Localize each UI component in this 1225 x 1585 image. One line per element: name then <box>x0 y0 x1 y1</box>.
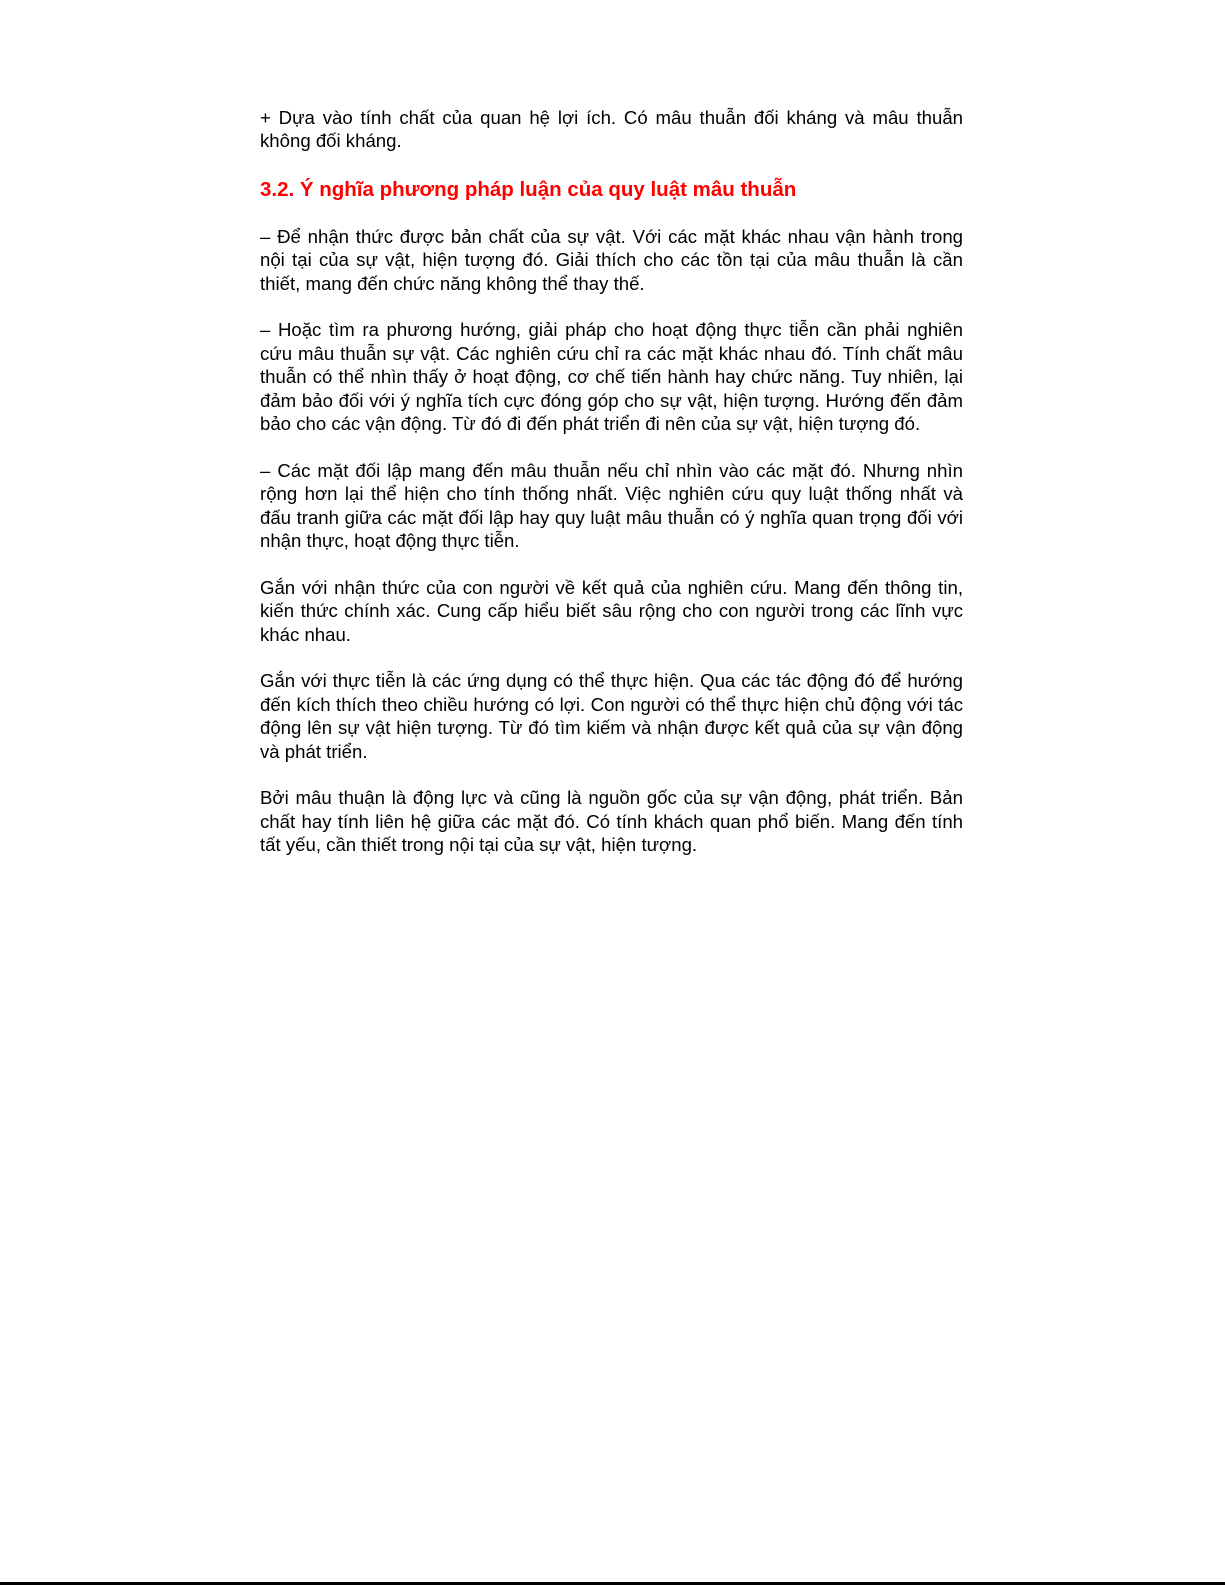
paragraph-understanding-nature: – Để nhận thức được bản chất của sự vật. Với các mặt khác nhau vận hành trong nội tại của sự vật, hiện tượng đó. Giải thích cho các tồn tại của mâu thuẫn là cần thiết, mang đến chức năng không thể thay thế. <box>260 225 963 294</box>
paragraph-practical-direction: – Hoặc tìm ra phương hướng, giải pháp cho hoạt động thực tiễn cần phải nghiên cứu mâu thuẫn sự vật. Các nghiên cứu chỉ ra các mặt khác nhau đó. Tính chất mâu thuẫn có thể nhìn thấy ở hoạt động, cơ chế tiến hành hay chức năng. Tuy nhiên, lại đảm bảo đối với ý nghĩa tích cực đóng góp cho sự vật, hiện tượng. Hướng đến đảm bảo cho các vận động. Từ đó đi đến phát triển đi nên của sự vật, hiện tượng đó. <box>260 319 963 435</box>
paragraph-opposing-sides: – Các mặt đối lập mang đến mâu thuẫn nếu chỉ nhìn vào các mặt đó. Nhưng nhìn rộng hơn lại thể hiện cho tính thống nhất. Việc nghiên cứu quy luật thống nhất và đấu tranh giữa các mặt đối lập hay quy luật mâu thuẫn có ý nghĩa quan trọng đối với nhận thực, hoạt động thực tiễn. <box>260 459 963 552</box>
paragraph-human-cognition: Gắn với nhận thức của con người về kết quả của nghiên cứu. Mang đến thông tin, kiến thức chính xác. Cung cấp hiểu biết sâu rộng cho con người trong các lĩnh vực khác nhau. <box>260 576 963 645</box>
paragraph-practical-application: Gắn với thực tiễn là các ứng dụng có thể thực hiện. Qua các tác động đó để hướng đến kích thích theo chiều hướng có lợi. Con người có thể thực hiện chủ động với tác động lên sự vật hiện tượng. Từ đó tìm kiếm và nhận được kết quả của sự vận động và phát triển. <box>260 670 963 762</box>
document-body <box>260 106 963 857</box>
paragraph-contradiction-motive: Bởi mâu thuận là động lực và cũng là nguồn gốc của sự vận động, phát triển. Bản chất hay tính liên hệ giữa các mặt đó. Có tính khách quan phổ biến. Mang đến tính tất yếu, cần thiết trong nội tại của sự vật, hiện tượng. <box>260 787 963 856</box>
intro-paragraph: + Dựa vào tính chất của quan hệ lợi ích. Có mâu thuẫn đối kháng và mâu thuẫn không đối kháng. <box>260 107 963 152</box>
section-heading: 3.2. Ý nghĩa phương pháp luận của quy luật mâu thuẫn <box>260 177 797 201</box>
